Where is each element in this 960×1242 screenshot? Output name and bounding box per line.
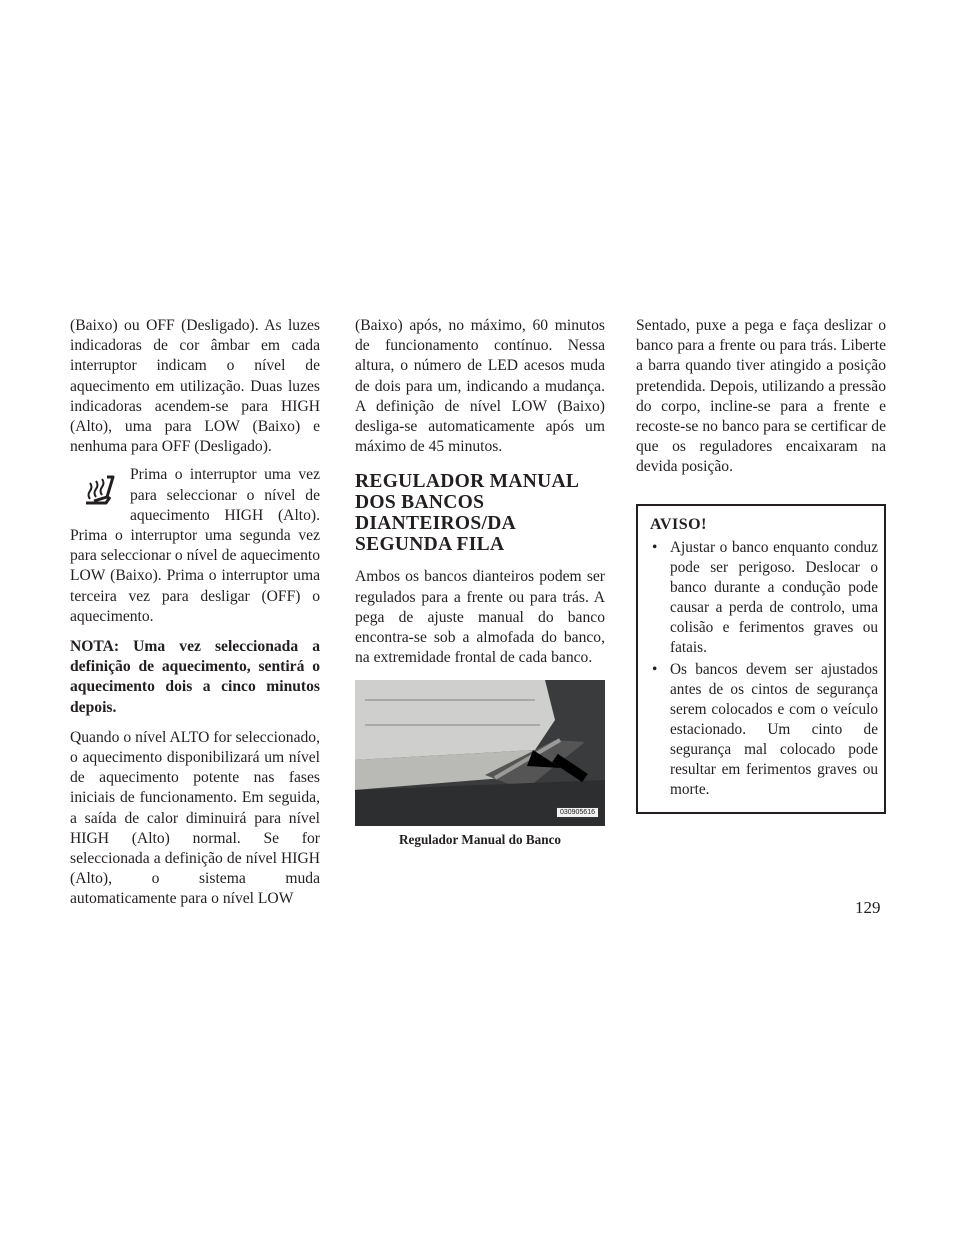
paragraph-heat-levels: (Baixo) ou OFF (Desligado). As luzes indicadoras de cor âmbar em cada interruptor indicam o nível de aquecimento em utilização. Duas luzes indicadoras acendem-se para HIGH (Alto), uma para LOW (Baixo) e nenhuma para OFF (Desligado). xyxy=(70,317,320,456)
seat-photo xyxy=(355,680,605,826)
right-column xyxy=(636,316,886,814)
paragraph-manual-adjust: Ambos os bancos dianteiros podem ser regulados para a frente ou para trás. A pega de ajuste manual do banco encontra-se sob a almofada do banco, na extremidade frontal de cada banco. xyxy=(355,568,605,667)
figure-caption: Regulador Manual do Banco xyxy=(398,832,562,848)
left-column xyxy=(70,316,320,910)
page-number: 129 xyxy=(855,898,881,917)
heated-seat-instruction xyxy=(70,465,320,627)
note-text: NOTA: Uma vez seleccionada a definição de aquecimento, sentirá o aquecimento dois a cinco minutos depois. xyxy=(70,638,320,716)
section-heading: REGULADOR MANUAL DOS BANCOS DIANTEIROS/DA SEGUNDA FILA xyxy=(355,471,579,556)
heated-seat-icon xyxy=(80,473,120,513)
warning-list xyxy=(650,538,878,800)
paragraph-seat-slide: Sentado, puxe a pega e faça deslizar o banco para a frente ou para trás. Liberte a barra quando tiver atingido a posição pretendida. Depois, utilizando a pressão do corpo, incline-se para a frente e recoste-se no banco para se certificar de que os reguladores encaixaram na devida posição. xyxy=(636,317,886,476)
middle-column xyxy=(355,316,605,848)
warning-box xyxy=(636,504,886,814)
paragraph-high-level: Quando o nível ALTO for seleccionado, o aquecimento disponibilizará um nível de aquecimento potente nas fases iniciais de funcionamento. Em seguida, a saída de calor diminuirá para nível HIGH (Alto) normal. Se for seleccionada a definição de nível HIGH (Alto), o sistema muda automaticamente para o nível LOW xyxy=(70,728,320,908)
icon-instruction-text: Prima o interruptor uma vez para seleccionar o nível de aquecimento HIGH (Alto). Prima o interruptor uma segunda vez para seleccionar o nível de aquecimento LOW (Baixo). Prima o interruptor uma terceira vez para desligar (OFF) o aquecimento. xyxy=(70,466,320,625)
warning-title: AVISO! xyxy=(650,515,707,533)
figure-id-label: 030905616 xyxy=(556,807,599,818)
seat-adjuster-figure xyxy=(355,680,605,826)
warning-item: • Os bancos devem ser ajustados antes de os cintos de segurança serem colocados e com o veículo estacionado. Um cinto de segurança mal colocado pode resultar em ferimentos graves ou morte. xyxy=(652,660,878,798)
paragraph-low-level: (Baixo) após, no máximo, 60 minutos de funcionamento contínuo. Nessa altura, o número de LED acesos muda de dois para um, indicando a mudança. A definição de nível LOW (Baixo) desliga-se automaticamente após um máximo de 45 minutos. xyxy=(355,317,605,456)
warning-item: • Ajustar o banco enquanto conduz pode ser perigoso. Deslocar o banco durante a condução pode causar a perda de controlo, uma colisão e ferimentos graves ou fatais. xyxy=(652,538,878,656)
